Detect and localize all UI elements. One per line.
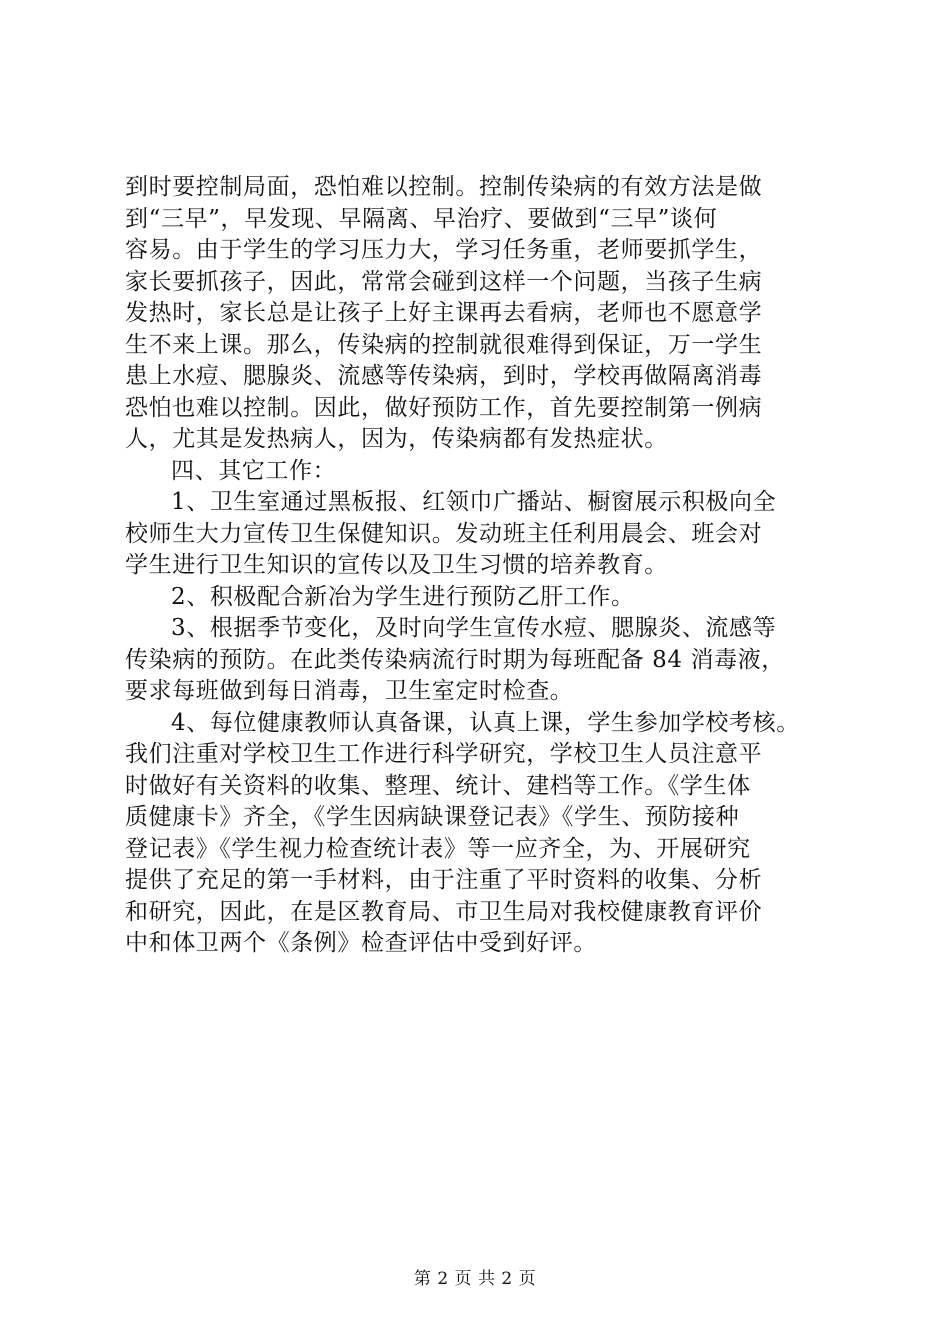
text-line: 4、每位健康教师认真备课，认真上课，学生参加学校考核。 xyxy=(171,709,800,736)
text-line: 1、卫生室通过黑板报、红领巾广播站、橱窗展示积极向全 xyxy=(171,489,777,515)
text-line: 中和体卫两个《条例》检查评估中受到好评。 xyxy=(125,930,597,956)
text-line: 生不来上课。那么，传染病的控制就很难得到保证，万一学生 xyxy=(125,331,763,358)
text-line: 家长要抓孩子，因此，常常会碰到这样一个问题，当孩子生病 xyxy=(125,268,763,295)
text-line: 恐怕也难以控制。因此，做好预防工作，首先要控制第一例病 xyxy=(125,394,763,421)
text-line: 登记表》《学生视力检查统计表》等一应齐全，为、开展研究 xyxy=(125,835,751,862)
text-line: 传染病的预防。在此类传染病流行时期为每班配备 84 消毒液， xyxy=(125,646,785,673)
text-line: 学生进行卫生知识的宣传以及卫生习惯的培养教育。 xyxy=(125,552,668,578)
text-line: 和研究，因此，在是区教育局、市卫生局对我校健康教育评价 xyxy=(125,898,763,925)
text-line: 提供了充足的第一手材料，由于注重了平时资料的收集、分析 xyxy=(125,867,763,893)
text-line: 到时要控制局面，恐怕难以控制。控制传染病的有效方法是做 xyxy=(125,174,763,200)
text-line: 时做好有关资料的收集、整理、统计、建档等工作。《学生体 xyxy=(125,772,751,799)
text-line: 到“三早”，早发现、早隔离、早治疗、要做到“三早”谈何 xyxy=(125,205,718,232)
text-line: 我们注重对学校卫生工作进行科学研究，学校卫生人员注意平 xyxy=(125,741,763,767)
text-line: 容易。由于学生的学习压力大，学习任务重，老师要抓学生， xyxy=(125,237,763,263)
text-line: 质健康卡》齐全，《学生因病缺课登记表》《学生、预防接种 xyxy=(125,804,740,830)
text-line: 发热时，家长总是让孩子上好主课再去看病，老师也不愿意学 xyxy=(125,300,763,326)
text-line: 2、积极配合新冶为学生进行预防乙肝工作。 xyxy=(171,583,635,610)
page-footer: 第 2 页 共 2 页 xyxy=(413,1269,537,1289)
section-heading: 四、其它工作： xyxy=(171,457,337,484)
text-line: 人，尤其是发热病人，因为，传染病都有发热症状。 xyxy=(125,426,668,452)
body-text xyxy=(125,172,830,960)
text-line: 3、根据季节变化，及时向学生宣传水痘、腮腺炎、流感等 xyxy=(171,615,777,641)
text-line: 患上水痘、腮腺炎、流感等传染病，到时，学校再做隔离消毒 xyxy=(125,363,763,389)
text-line: 要求每班做到每日消毒，卫生室定时检查。 xyxy=(125,678,574,704)
text-line: 校师生大力宣传卫生保健知识。发动班主任利用晨会、班会对 xyxy=(125,520,763,547)
